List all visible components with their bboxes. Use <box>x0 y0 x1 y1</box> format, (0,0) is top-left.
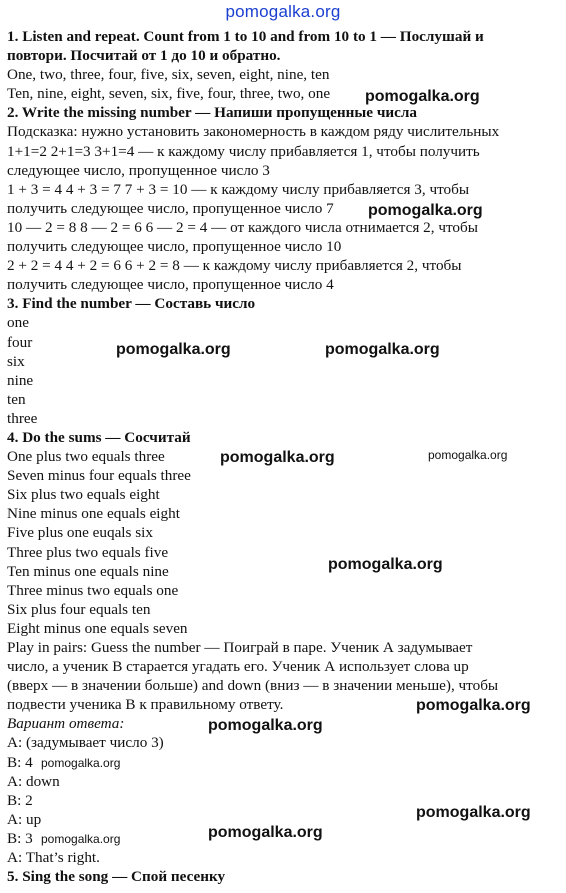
section-heading: повтори. Посчитай от 1 до 10 и обратно. <box>7 47 281 65</box>
text-line: A: up <box>7 810 42 828</box>
watermark: pomogalka.org <box>208 717 323 734</box>
text-line: One, two, three, four, five, six, seven, eight, nine, ten <box>7 66 330 84</box>
watermark: pomogalka.org <box>41 832 121 846</box>
text-line: Eight minus one equals seven <box>7 619 188 637</box>
text-line: 1 + 3 = 4 4 + 3 = 7 7 + 3 = 10 — к каждому числу прибавляется 3, чтобы <box>7 180 470 198</box>
watermark: pomogalka.org <box>368 202 483 219</box>
watermark: pomogalka.org <box>328 556 443 573</box>
text-line: One plus two equals three <box>7 448 165 466</box>
watermark: pomogalka.org <box>208 824 323 841</box>
text-line: Ten, nine, eight, seven, six, five, four, three, two, one <box>7 85 331 103</box>
watermark: pomogalka.org <box>220 449 335 466</box>
text-line: Seven minus four equals three <box>7 467 191 485</box>
text-line: three <box>7 409 38 427</box>
text-line: A: That’s right. <box>7 849 100 867</box>
watermark: pomogalka.org <box>416 697 531 714</box>
text-line: Six plus two equals eight <box>7 486 160 504</box>
text-line: следующее число, пропущенное число 3 <box>7 161 270 179</box>
text-line: 10 — 2 = 8 8 — 2 = 6 6 — 2 = 4 — от каждого числа отнимается 2, чтобы <box>7 218 478 236</box>
section-heading: 3. Find the number — Составь число <box>7 295 256 313</box>
text-line: Three plus two equals five <box>7 543 169 561</box>
text-line: B: 3 <box>7 829 33 847</box>
text-line: получить следующее число, пропущенное число 4 <box>7 276 334 294</box>
text-line: B: 2 <box>7 791 33 809</box>
text-line: (вверх — в значении больше) and down (вниз — в значении меньше), чтобы <box>7 677 499 695</box>
text-line: A: down <box>7 772 60 790</box>
section-heading: 5. Sing the song — Спой песенку <box>7 868 226 886</box>
section-heading: 4. Do the sums — Сосчитай <box>7 428 191 446</box>
text-line: ten <box>7 390 26 408</box>
text-line: Ten minus one equals nine <box>7 562 169 580</box>
text-line: 1+1=2 2+1=3 3+1=4 — к каждому числу прибавляется 1, чтобы получить <box>7 142 480 160</box>
text-line: Подсказка: нужно установить закономерность в каждом ряду числительных <box>7 123 500 141</box>
text-line: 2 + 2 = 4 4 + 2 = 6 6 + 2 = 8 — к каждому числу прибавляется 2, чтобы <box>7 257 462 275</box>
section-heading: 1. Listen and repeat. Count from 1 to 10 and from 10 to 1 — Послушай и <box>7 28 484 45</box>
watermark-top: pomogalka.org <box>225 2 341 21</box>
watermark: pomogalka.org <box>325 341 440 358</box>
text-line: B: 4 <box>7 753 33 771</box>
text-line: one <box>7 314 29 332</box>
text-line: four <box>7 333 33 351</box>
text-line: Play in pairs: Guess the number — Поиграй в паре. Ученик А задумывает <box>7 639 473 656</box>
watermark: pomogalka.org <box>416 804 531 821</box>
text-line: Three minus two equals one <box>7 581 179 599</box>
text-line: nine <box>7 371 34 389</box>
text-line: A: (задумывает число 3) <box>7 734 164 752</box>
text-line: получить следующее число, пропущенное число 7 <box>7 199 334 217</box>
text-line: получить следующее число, пропущенное число 10 <box>7 238 342 256</box>
watermark: pomogalka.org <box>41 756 121 770</box>
watermark: pomogalka.org <box>365 88 480 105</box>
text-line: Nine minus one equals eight <box>7 505 180 523</box>
text-line: Five plus one euqals six <box>7 524 153 542</box>
watermark: pomogalka.org <box>116 341 231 358</box>
text-line: six <box>7 352 25 370</box>
text-line: число, а ученик В старается угадать его. Ученик А использует слова up <box>7 658 469 676</box>
text-line: Six plus four equals ten <box>7 600 151 618</box>
text-line: подвести ученика В к правильному ответу. <box>7 696 284 714</box>
section-heading: 2. Write the missing number — Напиши пропущенные числа <box>7 104 417 122</box>
text-line: Вариант ответа: <box>7 715 125 733</box>
watermark: pomogalka.org <box>428 448 508 462</box>
